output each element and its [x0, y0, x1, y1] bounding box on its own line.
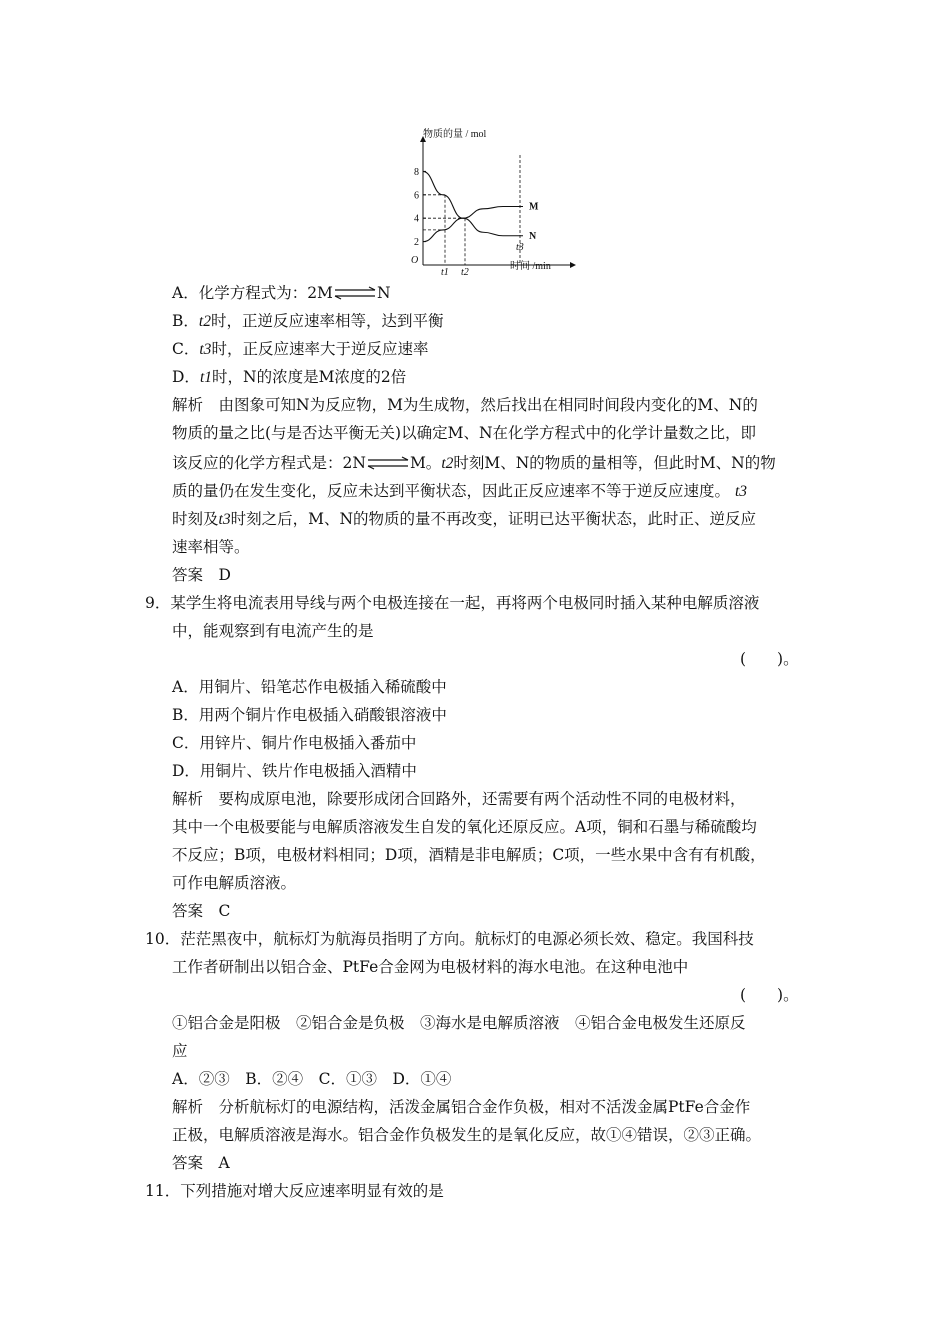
q9-explanation-4: 可作电解质溶液。	[172, 874, 297, 892]
q8-exp4-text: 质的量仍在发生变化，反应未达到平衡状态，因此正反应速率不等于逆反应速度。	[172, 482, 731, 500]
q8-option-b-text: 时，正逆反应速率相等，达到平衡	[210, 312, 444, 330]
equilibrium-arrow-icon	[333, 286, 377, 300]
q8-option-a-text: A．化学方程式为：2M	[172, 284, 333, 302]
q10-answer-bracket: ( )。	[740, 986, 799, 1004]
t3-symbol: t3	[218, 511, 231, 528]
q8-option-c	[172, 338, 428, 361]
series-M-line	[423, 207, 523, 242]
q9-stem-2: 中，能观察到有电流产生的是	[172, 622, 374, 640]
equilibrium-arrow-icon	[366, 456, 410, 470]
x-tick-label: t1	[441, 267, 449, 275]
q9-stem-1: 9．某学生将电流表用导线与两个电极连接在一起，再将两个电极同时插入某种电解质溶液	[145, 594, 760, 612]
series-N-label: N	[529, 230, 537, 242]
q8-option-b-label: B．	[172, 312, 199, 330]
q9-option-a: A．用铜片、铅笔芯作电极插入稀硫酸中	[172, 678, 447, 696]
q10-items-2: 应	[172, 1042, 188, 1060]
q8-option-a-tail: N	[376, 284, 391, 302]
q8-explanation-1: 解析 由图象可知N为反应物，M为生成物，然后找出在相同时间段内变化的M、N的	[172, 396, 758, 414]
q9-answer: 答案 C	[172, 902, 231, 920]
q9-option-d: D．用铜片、铁片作电极插入酒精中	[172, 762, 417, 780]
q10-answer: 答案 A	[172, 1154, 230, 1172]
t1-symbol: t1	[199, 369, 212, 386]
q10-explanation-2: 正极，电解质溶液是海水。铝合金作负极发生的是氧化反应，故①④错误，②③正确。	[172, 1126, 762, 1144]
t3-symbol: t3	[734, 483, 748, 500]
q8-option-c-text: 时，正反应速率大于逆反应速率	[211, 340, 429, 358]
x-tick-label: t3	[516, 242, 524, 253]
q8-answer: 答案 D	[172, 566, 231, 584]
y-tick-label: 6	[414, 190, 419, 202]
x-axis-label: 时间 /min	[510, 261, 551, 272]
q8-option-a	[172, 282, 391, 304]
q8-option-b	[172, 310, 443, 333]
t2-symbol: t2	[198, 313, 211, 330]
mole-time-chart	[405, 125, 580, 275]
y-tick-label: 2	[414, 237, 419, 249]
q9-option-c: C．用锌片、铜片作电极插入番茄中	[172, 734, 417, 752]
q8-exp5-a: 时刻及	[172, 510, 219, 528]
series-N-line	[423, 171, 523, 235]
q8-option-d	[172, 366, 406, 389]
q9-answer-bracket: ( )。	[740, 650, 799, 668]
q8-option-d-label: D．	[172, 368, 200, 386]
q8-explanation-5	[172, 508, 756, 531]
q8-exp3-pre: 该反应的化学方程式是：2N	[172, 454, 366, 472]
q8-option-b-time	[199, 313, 211, 330]
q10-stem-1: 10．茫茫黑夜中，航标灯为航海员指明了方向。航标灯的电源必须长效、稳定。我国科技	[145, 930, 754, 948]
q11-stem: 11．下列措施对增大反应速率明显有效的是	[145, 1182, 444, 1200]
q10-stem-2: 工作者研制出以铝合金、PtFe合金网为电极材料的海水电池。在这种电池中	[172, 958, 689, 976]
q10-explanation-1: 解析 分析航标灯的电源结构，活泼金属铝合金作负极，相对不活泼金属PtFe合金作	[172, 1098, 751, 1116]
q9-explanation-2: 其中一个电极要能与电解质溶液发生自发的氧化还原反应。A项，铜和石墨与稀硫酸均	[172, 818, 757, 836]
q9-option-b: B．用两个铜片作电极插入硝酸银溶液中	[172, 706, 447, 724]
y-tick-label: 4	[414, 213, 419, 225]
q8-explanation-3	[172, 452, 776, 475]
y-tick-label: 8	[414, 166, 419, 178]
q8-option-d-text: 时，N的浓度是M浓度的2倍	[212, 368, 407, 386]
q8-exp3-post: 时刻M、N的物质的量相等，但此时M、N的物	[453, 454, 776, 472]
series-M-label: M	[529, 201, 539, 213]
q8-exp3-mid: M。	[409, 454, 442, 472]
origin-label: O	[411, 255, 419, 266]
q8-explanation-6: 速率相等。	[172, 538, 250, 556]
q8-option-c-time	[199, 341, 211, 358]
q8-exp5-b: 时刻之后，M、N的物质的量不再改变，证明已达平衡状态，此时正、逆反应	[230, 510, 757, 528]
y-axis-label: 物质的量 / mol	[423, 129, 487, 140]
q8-option-d-time	[200, 369, 212, 386]
q8-explanation-4	[172, 480, 747, 503]
x-tick-label: t2	[461, 267, 469, 275]
q8-explanation-2: 物质的量之比(与是否达平衡无关)以确定M、N在化学方程式中的化学计量数之比，即	[172, 424, 757, 442]
t3-symbol: t3	[199, 341, 212, 358]
q10-items-1: ①铝合金是阳极 ②铝合金是负极 ③海水是电解质溶液 ④铝合金电极发生还原反	[172, 1014, 746, 1032]
t2-symbol: t2	[441, 455, 454, 472]
q10-options: A．②③ B．②④ C．①③ D．①④	[172, 1070, 452, 1088]
q9-explanation-1: 解析 要构成原电池，除要形成闭合回路外，还需要有两个活动性不同的电极材料，	[172, 790, 746, 808]
q8-option-c-label: C．	[172, 340, 200, 358]
q9-explanation-3: 不反应；B项，电极材料相同；D项，酒精是非电解质；C项，一些水果中含有有机酸，	[172, 846, 766, 864]
